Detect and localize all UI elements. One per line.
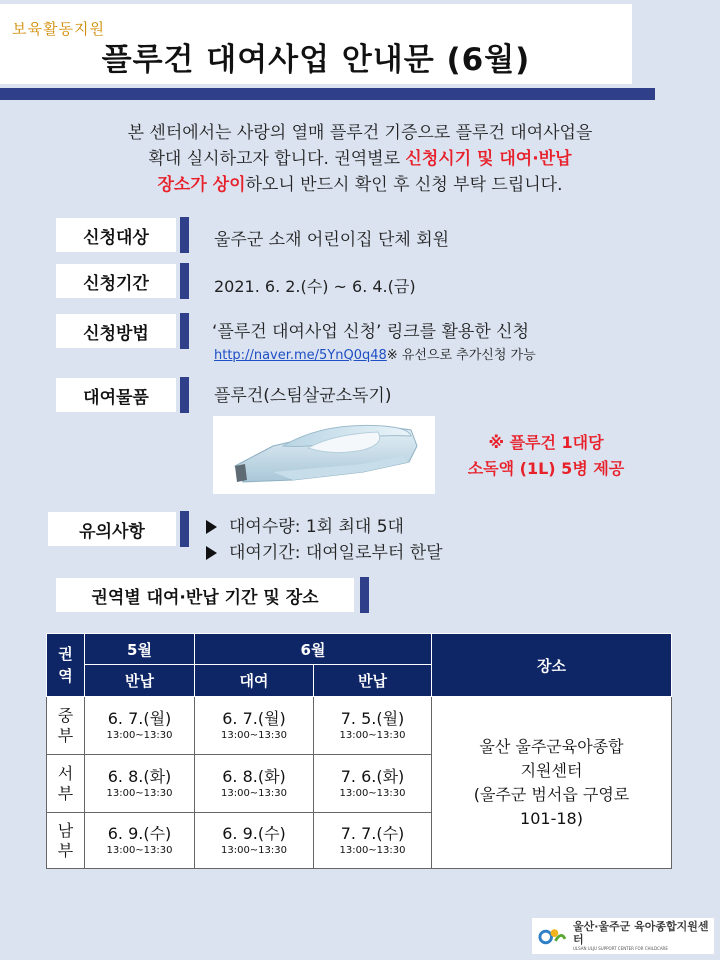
header-june-rent: 대여 xyxy=(195,665,314,697)
triangle-bullet-icon xyxy=(206,546,217,560)
region-cell: 중부 xyxy=(47,697,85,755)
label-target-bar xyxy=(180,217,189,253)
header-region: 권역 xyxy=(47,634,85,697)
org-name: 울산·울주군 육아종합지원센터 xyxy=(572,920,709,946)
date-cell: 6. 7.(월) 13:00~13:30 xyxy=(195,697,314,755)
label-period-bar xyxy=(180,263,189,299)
header-tag: 보육활동지원 xyxy=(12,20,105,38)
date-cell: 6. 9.(수) 13:00~13:30 xyxy=(195,813,314,869)
intro-line-2: 확대 실시하고자 합니다. 권역별로 신청시기 및 대여·반납 xyxy=(148,149,572,169)
value-item: 플루건(스팀살균소독기) xyxy=(214,386,392,406)
schedule-heading-bar xyxy=(360,577,369,613)
header-june-return: 반납 xyxy=(314,665,432,697)
triangle-bullet-icon xyxy=(206,520,217,534)
date-cell: 6. 8.(화) 13:00~13:30 xyxy=(195,755,314,813)
label-method-bar xyxy=(180,313,189,349)
title-card xyxy=(0,4,632,84)
org-logo-icon xyxy=(538,923,567,949)
region-cell: 서부 xyxy=(47,755,85,813)
page-title: 플루건 대여사업 안내문 (6월) xyxy=(101,42,531,78)
title-underline-bar xyxy=(0,88,655,100)
header-may: 5월 xyxy=(85,634,195,665)
label-caution-bar xyxy=(180,511,189,547)
place-cell: 울산 울주군육아종합 지원센터 (울주군 범서읍 구영로 101-18) xyxy=(432,697,672,869)
value-target: 울주군 소재 어린이집 단체 회원 xyxy=(214,230,450,250)
value-period: 2021. 6. 2.(수) ~ 6. 4.(금) xyxy=(214,277,416,296)
org-logo xyxy=(532,918,714,954)
date-cell: 6. 8.(화) 13:00~13:30 xyxy=(85,755,195,813)
schedule-table xyxy=(46,633,672,869)
caution-list xyxy=(206,514,443,566)
schedule-heading: 권역별 대여·반납 기간 및 장소 xyxy=(56,578,354,612)
provide-line-2: 소독액 (1L) 5병 제공 xyxy=(467,459,625,478)
method-link-row xyxy=(214,344,536,363)
label-item: 대여물품 xyxy=(56,378,176,412)
intro-highlight-2: 장소가 상이 xyxy=(157,175,246,195)
apply-link[interactable]: http://naver.me/5YnQ0q48 xyxy=(214,348,387,363)
intro-paragraph xyxy=(40,120,680,198)
intro-line-1: 본 센터에서는 사랑의 열매 플루건 기증으로 플루건 대여사업을 xyxy=(127,123,593,143)
label-target: 신청대상 xyxy=(56,218,176,252)
method-note: ※ 유선으로 추가신청 가능 xyxy=(386,348,536,363)
flugun-product-image xyxy=(213,416,435,494)
org-name-english: ULSAN ULJU SUPPORT CENTER FOR CHILDCARE xyxy=(572,946,668,951)
header-place: 장소 xyxy=(432,634,672,697)
header-june: 6월 xyxy=(195,634,432,665)
caution-item: 대여수량: 1회 최대 5대 xyxy=(206,514,443,540)
header-may-return: 반납 xyxy=(85,665,195,697)
region-cell: 남부 xyxy=(47,813,85,869)
date-cell: 7. 7.(수) 13:00~13:30 xyxy=(314,813,432,869)
date-cell: 6. 7.(월) 13:00~13:30 xyxy=(85,697,195,755)
intro-line-3: 장소가 상이하오니 반드시 확인 후 신청 부탁 드립니다. xyxy=(157,175,563,195)
date-cell: 7. 6.(화) 13:00~13:30 xyxy=(314,755,432,813)
label-caution: 유의사항 xyxy=(48,512,176,546)
table-row xyxy=(47,697,672,755)
date-cell: 6. 9.(수) 13:00~13:30 xyxy=(85,813,195,869)
label-method: 신청방법 xyxy=(56,314,176,348)
date-cell: 7. 5.(월) 13:00~13:30 xyxy=(314,697,432,755)
label-item-bar xyxy=(180,377,189,413)
label-period: 신청기간 xyxy=(56,264,176,298)
caution-item: 대여기간: 대여일로부터 한달 xyxy=(206,540,443,566)
provide-note xyxy=(446,430,646,482)
provide-line-1: ※ 플루건 1대당 xyxy=(488,433,604,452)
value-method: ‘플루건 대여사업 신청’ 링크를 활용한 신청 xyxy=(212,322,530,342)
intro-highlight-1: 신청시기 및 대여·반납 xyxy=(405,149,572,169)
